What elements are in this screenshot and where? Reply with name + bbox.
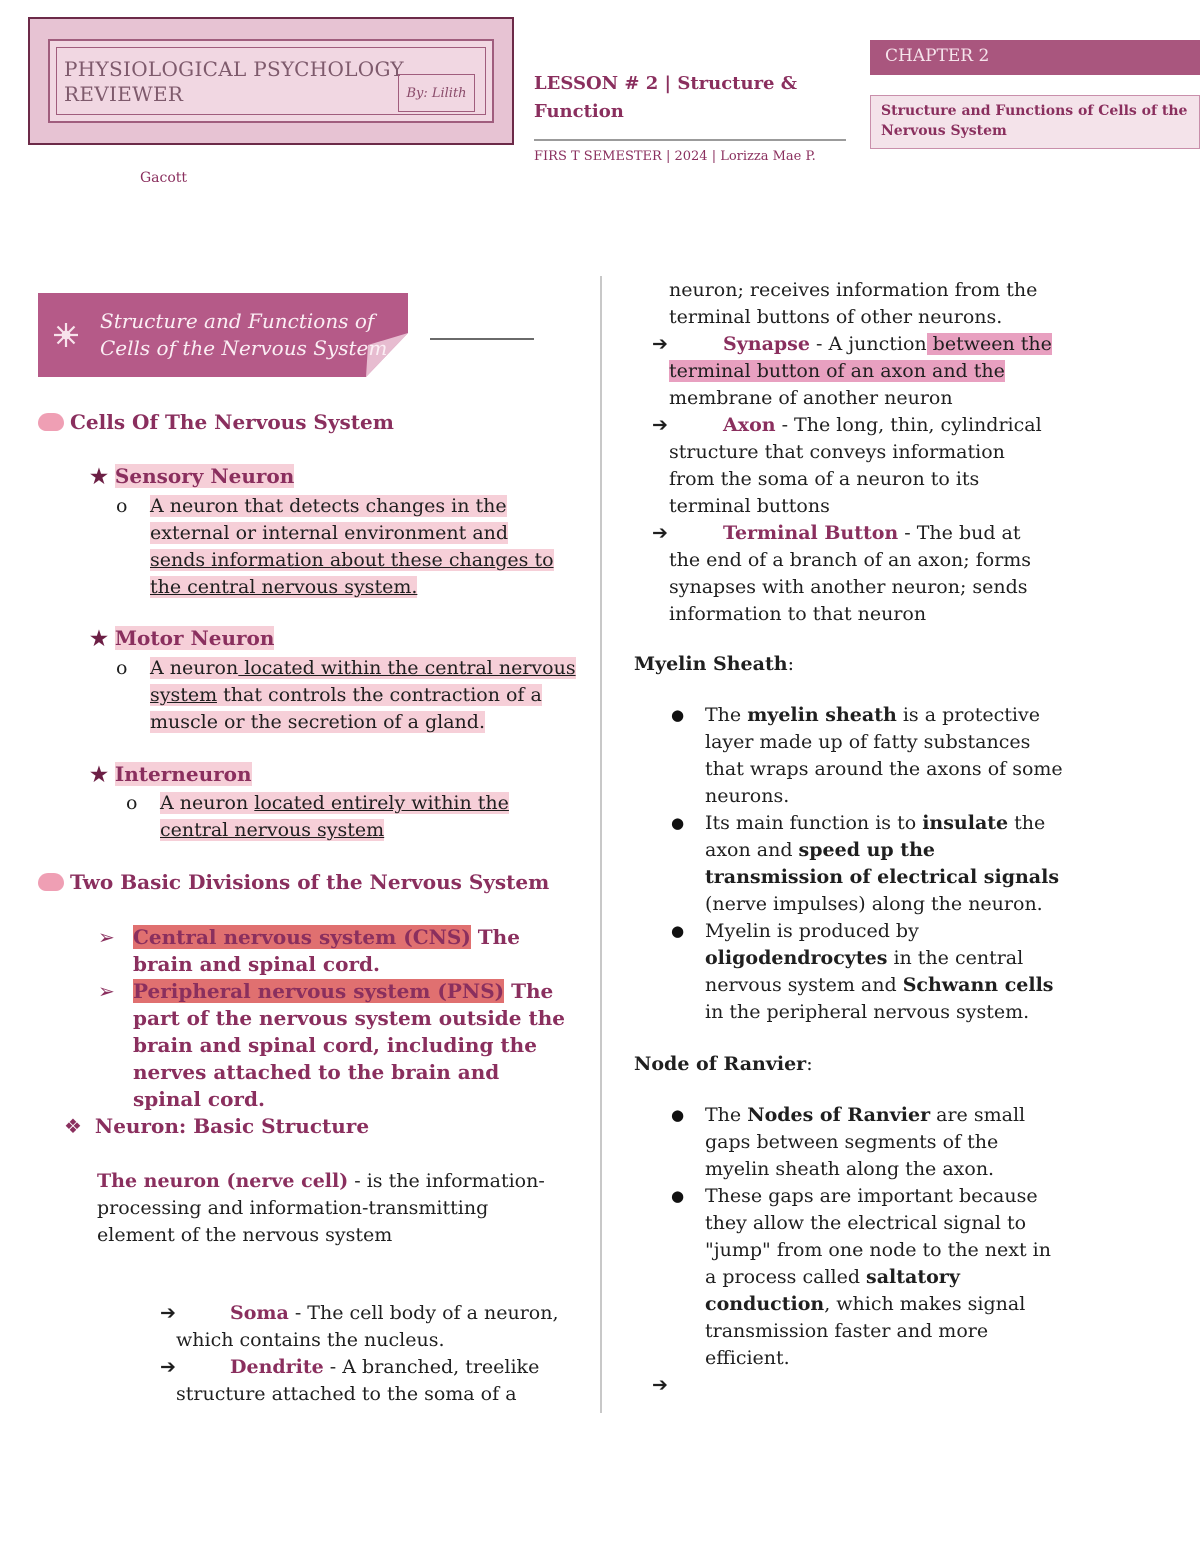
arrow-icon: ➔ — [160, 1302, 176, 1324]
semester-line: FIRS T SEMESTER | 2024 | Lorizza Mae P. — [534, 149, 816, 164]
lesson-title: LESSON # 2 | Structure & Function — [534, 73, 798, 122]
interneuron-title: ★ Interneuron — [90, 762, 252, 786]
author-continuation: Gacott — [140, 170, 188, 186]
cells-heading: Cells Of The Nervous System — [38, 410, 394, 434]
neuron-structure-heading: ❖ Neuron: Basic Structure — [64, 1114, 370, 1138]
soma-item: ➔ Soma - The cell body of a neuron, which contains the nucleus. — [160, 1302, 559, 1351]
motor-neuron-title: ★ Motor Neuron — [90, 626, 275, 650]
chapter-subtitle: Structure and Functions of Cells of the Nervous System — [870, 95, 1200, 149]
divider — [430, 338, 534, 340]
ranvier-heading: Node of Ranvier: — [634, 1053, 813, 1075]
arrow-icon: ➔ — [652, 414, 668, 436]
column-divider — [600, 276, 602, 1413]
banner-line-1: Structure and Functions of — [100, 309, 375, 333]
sun-icon — [54, 323, 78, 347]
circle-bullet-icon: o — [116, 495, 128, 517]
star-icon: ★ — [90, 762, 108, 786]
axon-item: ➔ Axon - The long, thin, cylindrical structure that conveys information from the soma of a neuron to its terminal buttons — [652, 414, 1042, 517]
chapter-label: CHAPTER 2 — [870, 40, 1200, 75]
circle-bullet-icon: o — [116, 657, 128, 679]
circle-bullet-icon: o — [126, 792, 138, 814]
pns-item: ➢ Peripheral nervous system (PNS) The part of the nervous system outside the brain and spinal cord, including the nerves attached to the brain and spinal cord. — [98, 979, 565, 1111]
dendrite-item: ➔ Dendrite - A branched, treelike structure attached to the soma of a — [160, 1356, 540, 1405]
interneuron-desc: o A neuron located entirely within the central nervous system — [126, 792, 509, 841]
terminal-button-item: ➔ Terminal Button - The bud at the end of a branch of an axon; forms synapses with another neuron; sends information to that neuron — [652, 522, 1032, 625]
sensory-neuron-desc: o A neuron that detects changes in the external or internal environment and sends information about these changes to the central nervous system. — [116, 495, 554, 598]
divisions-heading: Two Basic Divisions of the Nervous System — [38, 870, 549, 894]
synapse-item: ➔ Synapse - A junction between the terminal button of an axon and the membrane of another neuron — [652, 333, 1052, 409]
arrow-icon: ➔ — [652, 333, 668, 355]
chevron-bullet-icon: ➢ — [98, 925, 115, 949]
star-icon: ★ — [90, 626, 108, 650]
list-item: ● Myelin is produced by oligodendrocytes in the central nervous system and Schwann cells in the peripheral nervous system. — [705, 918, 1065, 1026]
arrow-icon: ➔ — [160, 1356, 176, 1378]
cns-item: ➢ Central nervous system (CNS) The brain and spinal cord. — [98, 925, 520, 976]
arrow-icon: ➔ — [652, 1374, 668, 1396]
ranvier-list — [705, 1102, 1065, 1372]
motor-neuron-desc: o A neuron located within the central nervous system that controls the contraction of a muscle or the secretion of a gland. — [116, 657, 576, 733]
list-item: ● Its main function is to insulate the axon and speed up the transmission of electrical signals (nerve impulses) along the neuron. — [705, 810, 1065, 918]
reviewer-title: PHYSIOLOGICAL PSYCHOLOGY REVIEWER — [64, 57, 404, 106]
banner-line-2: Cells of the Nervous System — [100, 336, 388, 360]
list-item: ● The Nodes of Ranvier are small gaps between segments of the myelin sheath along the axon. — [705, 1102, 1065, 1183]
author-tag: By: Lilith — [398, 74, 475, 112]
brain-icon — [38, 413, 64, 431]
brain-icon — [38, 873, 64, 891]
sensory-neuron-title: ★ Sensory Neuron — [90, 464, 295, 488]
chevron-bullet-icon: ➢ — [98, 979, 115, 1003]
title-plaque — [28, 17, 514, 145]
section-banner — [38, 293, 408, 377]
divider — [534, 139, 846, 141]
list-item: ● The myelin sheath is a protective layer made up of fatty substances that wraps around the axons of some neurons. — [705, 702, 1065, 810]
dendrite-continued: neuron; receives information from the terminal buttons of other neurons. — [669, 279, 1038, 328]
myelin-list — [705, 702, 1065, 1026]
neuron-definition: The neuron (nerve cell) - is the information-processing and information-transmitting element of the nervous system — [97, 1170, 545, 1246]
list-item: ● These gaps are important because they allow the electrical signal to "jump" from one node to the next in a process called saltatory conduction, which makes signal transmission faster and more efficient. — [705, 1183, 1065, 1372]
arrow-icon: ➔ — [652, 522, 668, 544]
star-icon: ★ — [90, 464, 108, 488]
myelin-heading: Myelin Sheath: — [634, 653, 794, 675]
diamond-icon: ❖ — [64, 1114, 82, 1138]
